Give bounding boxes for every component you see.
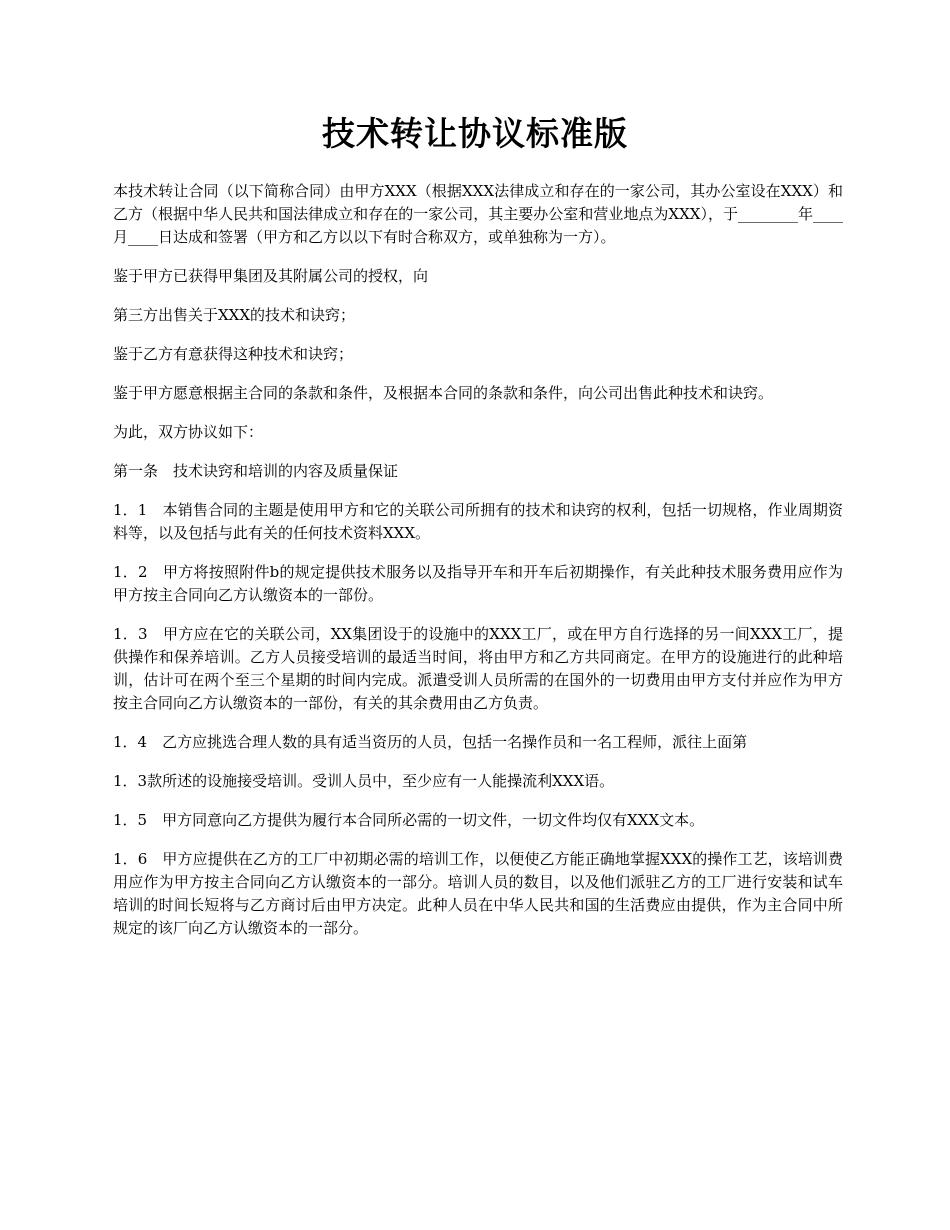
paragraph-recital-1: 鉴于甲方已获得甲集团及其附属公司的授权，向: [113, 267, 429, 285]
paragraph-recital-3: 鉴于乙方有意获得这种技术和诀窍；: [113, 345, 354, 363]
clause-1-5: 1．5 甲方同意向乙方提供为履行本合同所必需的一切文件，一切文件均仅有XXX文本。: [113, 811, 705, 829]
paragraph-recital-2: 第三方出售关于XXX的技术和诀窍；: [113, 306, 356, 324]
clause-1-2: 1．2 甲方将按照附件b的规定提供技术服务以及指导开车和开车后初期操作，有关此种技术服务费用应作为甲方按主合同向乙方认缴资本的一部份。: [113, 563, 843, 604]
clause-1-6: 1．6 甲方应提供在乙方的工厂中初期必需的培训工作，以便使乙方能正确地掌握XXX的操作工艺，该培训费用应作为甲方按主合同向乙方认缴资本的一部分。培训人员的数目，以及他们派驻乙方的工厂进行安装和试车培训的时间长短将与乙方商讨后由甲方决定。此种人员在中华人民共和国的生活费应由提供，作为主合同中所规定的该厂向乙方认缴资本的一部分。: [113, 850, 843, 937]
clause-1-3: 1．3 甲方应在它的关联公司，XX集团设于的设施中的XXX工厂，或在甲方自行选择的另一间XXX工厂，提供操作和保养培训。乙方人员接受培训的最适当时间，将由甲方和乙方共同商定。在甲方的设施进行的此种培训，估计可在两个至三个星期的时间内完成。派遣受训人员所需的在国外的一切费用由甲方支付并应作为甲方按主合同向乙方认缴资本的一部份，有关的其余费用由乙方负责。: [113, 625, 843, 712]
paragraph-preamble: 本技术转让合同（以下简称合同）由甲方XXX（根据XXX法律成立和存在的一家公司，其办公室设在XXX）和乙方（根据中华人民共和国法律成立和存在的一家公司，其主要办公室和营业地点为XXX），于________年____月____日达成和签署（甲方和乙方以以下有时合称双方，或单独称为一方）。: [113, 182, 843, 246]
document-body: [113, 180, 843, 956]
paragraph-recital-4: 鉴于甲方愿意根据主合同的条款和条件，及根据本合同的条款和条件，向公司出售此种技术和诀窍。: [113, 384, 774, 402]
paragraph-agreement: 为此，双方协议如下：: [113, 423, 264, 441]
clause-1-1: 1．1 本销售合同的主题是使用甲方和它的关联公司所拥有的技术和诀窍的权利，包括一切规格，作业周期资料等，以及包括与此有关的任何技术资料XXX。: [113, 501, 843, 542]
article-1-heading: 第一条 技术诀窍和培训的内容及质量保证: [113, 462, 399, 480]
clause-1-4-continued: 1．3款所述的设施接受培训。受训人员中，至少应有一人能操流利XXX语。: [113, 772, 615, 790]
document-title: 技术转让协议标准版: [322, 114, 628, 153]
clause-1-4: 1．4 乙方应挑选合理人数的具有适当资历的人员，包括一名操作员和一名工程师，派往上面第: [113, 733, 748, 751]
